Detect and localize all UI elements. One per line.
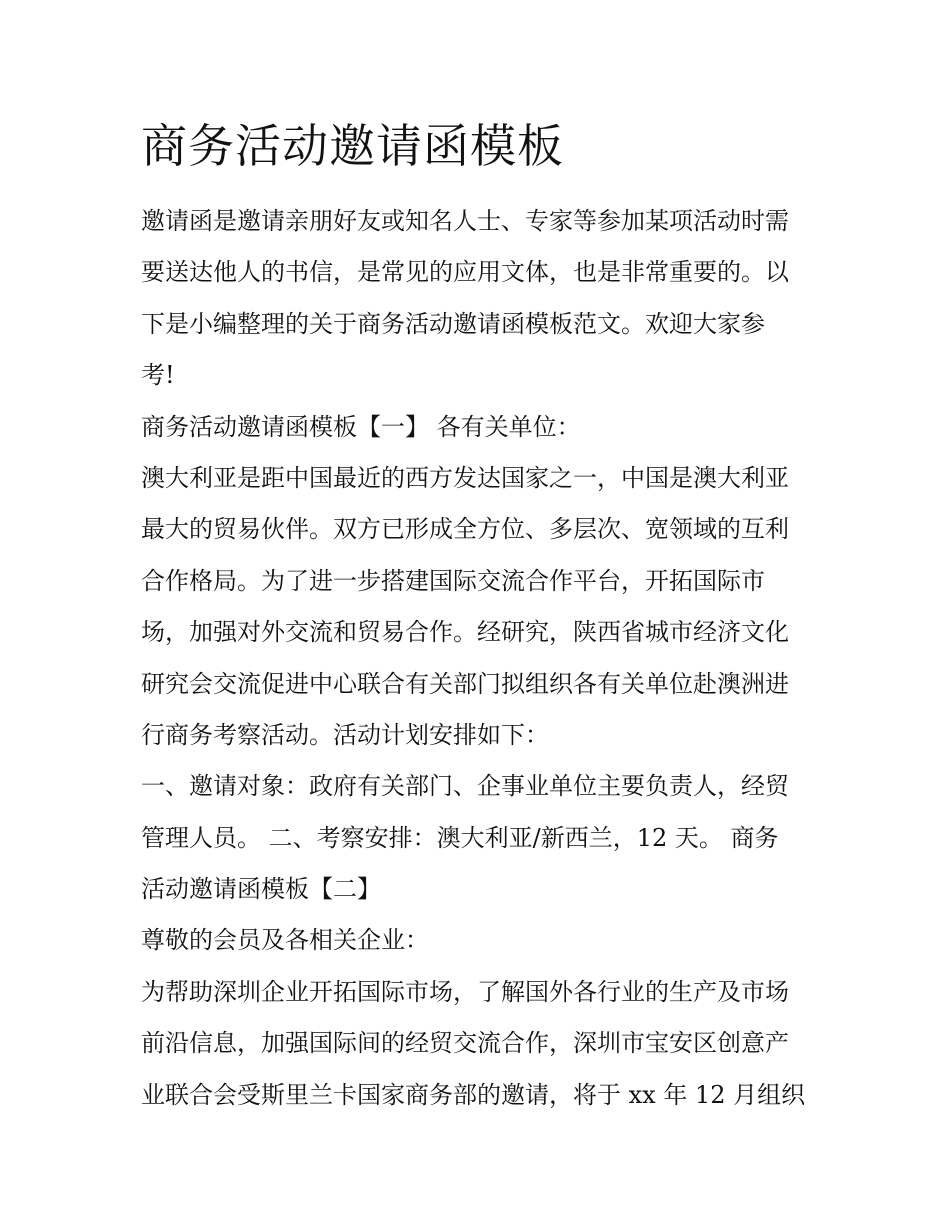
body-line: 前沿信息，加强国际间的经贸交流合作，深圳市宝安区创意产 (141, 1029, 789, 1058)
body-line: 最大的贸易伙伴。双方已形成全方位、多层次、宽领域的互利 (141, 515, 789, 544)
body-line: 一、邀请对象：政府有关部门、企事业单位主要负责人，经贸 (141, 772, 789, 801)
body-line: 管理人员。 二、考察安排：澳大利亚/新西兰，12 天。 商务 (141, 823, 779, 852)
section-heading-one: 商务活动邀请函模板【一】 各有关单位： (141, 412, 581, 441)
salutation-line: 尊敬的会员及各相关企业： (141, 926, 429, 955)
body-line: 研究会交流促进中心联合有关部门拟组织各有关单位赴澳洲进 (141, 669, 789, 698)
body-line: 要送达他人的书信，是常见的应用文体，也是非常重要的。以 (141, 258, 789, 287)
body-line: 场，加强对外交流和贸易合作。经研究，陕西省城市经济文化 (141, 618, 789, 647)
document-title: 商务活动邀请函模板 (141, 119, 564, 173)
body-line: 为帮助深圳企业开拓国际市场，了解国外各行业的生产及市场 (141, 977, 789, 1006)
section-heading-two: 活动邀请函模板【二】 (141, 875, 381, 904)
body-line: 考! (141, 361, 175, 390)
body-line: 业联合会受斯里兰卡国家商务部的邀请，将于 xx 年 12 月组织 (141, 1080, 806, 1109)
body-line: 行商务考察活动。活动计划安排如下： (141, 720, 549, 749)
body-line: 合作格局。为了进一步搭建国际交流合作平台，开拓国际市 (141, 566, 765, 595)
body-line: 下是小编整理的关于商务活动邀请函模板范文。欢迎大家参 (141, 309, 765, 338)
body-line: 澳大利亚是距中国最近的西方发达国家之一，中国是澳大利亚 (141, 463, 789, 492)
body-line: 邀请函是邀请亲朋好友或知名人士、专家等参加某项活动时需 (141, 207, 789, 235)
document-body (141, 196, 821, 1121)
